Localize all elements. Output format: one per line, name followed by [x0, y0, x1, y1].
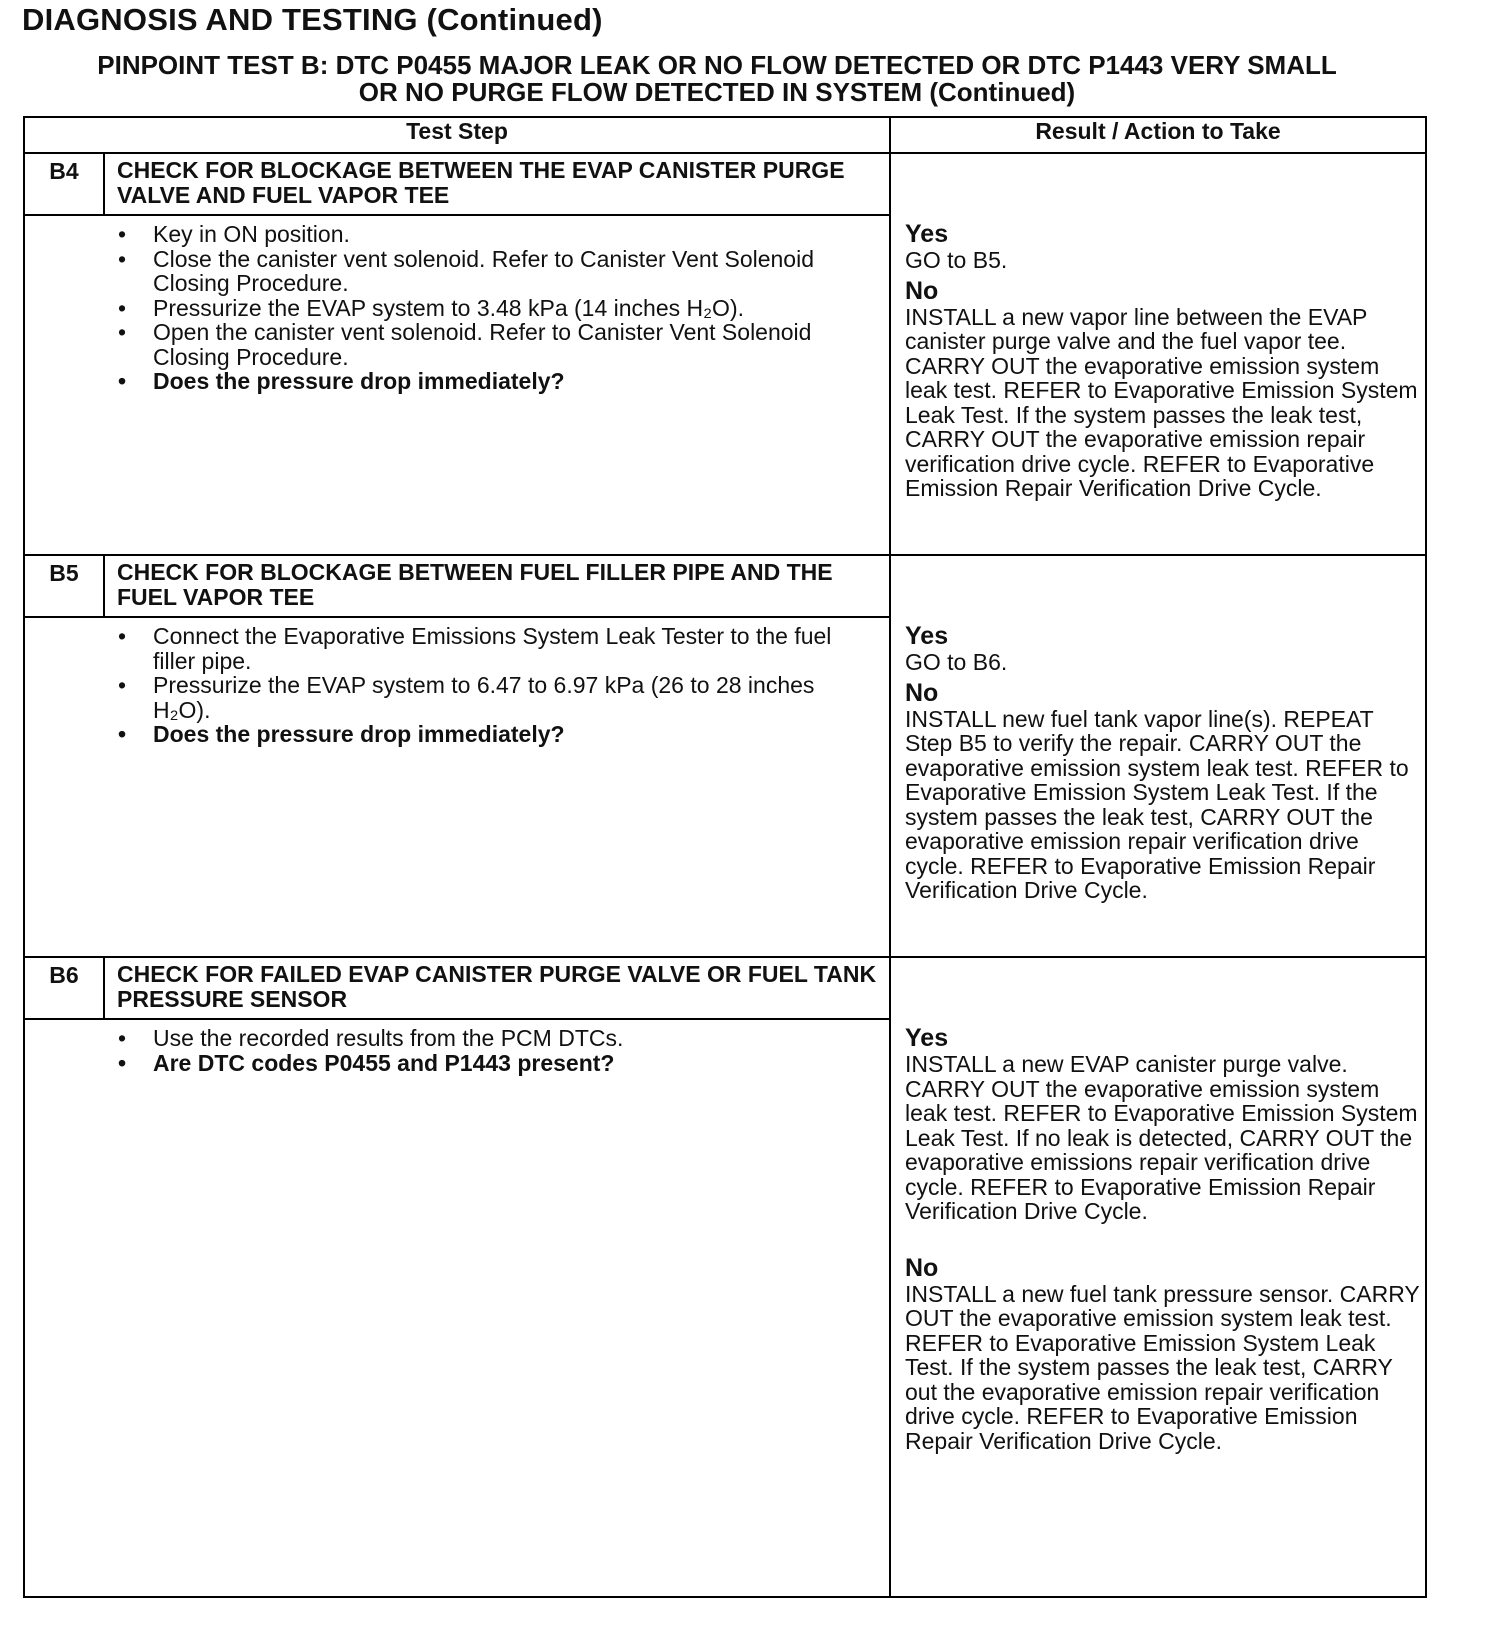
result-cell-b6 [890, 957, 1426, 1597]
result-no-label: No [905, 1253, 939, 1282]
step-cell-b5 [24, 555, 890, 957]
result-yes-text: GO to B5. [905, 247, 1008, 273]
result-yes-text: INSTALL a new EVAP canister purge valve. CARRY OUT the evaporative emission system leak test. REFER to Evaporative Emission System Leak Test. If no leak is detected, CARRY OUT the evaporative emissions repair verification drive cycle. REFER to Evaporative Emission Repair Verification Drive Cycle. [905, 1051, 1418, 1224]
bullet-item: • Use the recorded results from the PCM DTCs. [118, 1026, 869, 1051]
step-header [25, 556, 889, 618]
result-no-text: INSTALL a new vapor line between the EVAP canister purge valve and the fuel vapor tee. CARRY OUT the evaporative emission system leak test. REFER to Evaporative Emission System Leak Test. If the system passes the leak test, CARRY OUT the evaporative emission repair verification drive cycle. REFER to Evaporative Emission Repair Verification Drive Cycle. [905, 303, 1418, 501]
step-id: B5 [25, 556, 105, 616]
step-cell-b6 [24, 957, 890, 1597]
spacer [905, 1224, 1423, 1250]
step-title: CHECK FOR BLOCKAGE BETWEEN FUEL FILLER PIPE AND THE FUEL VAPOR TEE [117, 559, 833, 610]
result-no-text: INSTALL a new fuel tank pressure sensor. CARRY OUT the evaporative emission system leak test. REFER to Evaporative Emission System Leak Test. If the system passes the leak test, CARRY out the evaporative emission repair verification drive cycle. REFER to Evaporative Emission Repair Verification Drive Cycle. [905, 1280, 1420, 1454]
step-cell-b4 [24, 153, 890, 555]
bullet-question: • Are DTC codes P0455 and P1443 present? [118, 1051, 869, 1076]
result-no-label: No [905, 276, 939, 305]
table-header-row [24, 117, 1426, 153]
step-bullets [25, 624, 889, 747]
pinpoint-test-table [23, 116, 1427, 1598]
step-header [25, 154, 889, 216]
step-id: B4 [25, 154, 105, 214]
result-cell-b5 [890, 555, 1426, 957]
step-title: CHECK FOR BLOCKAGE BETWEEN THE EVAP CANISTER PURGE VALVE AND FUEL VAPOR TEE [117, 157, 845, 208]
pinpoint-test-title-line2: OR NO PURGE FLOW DETECTED IN SYSTEM (Continued) [358, 77, 1076, 107]
result-yes-text: GO to B6. [905, 649, 1008, 675]
result-no-label: No [905, 678, 939, 707]
page-title: DIAGNOSIS AND TESTING (Continued) [22, 2, 603, 37]
result-cell-b4 [890, 153, 1426, 555]
step-row-b5 [24, 555, 1426, 957]
bullet-item: • Pressurize the EVAP system to 6.47 to 6.97 kPa (26 to 28 inches H₂O). [118, 673, 869, 722]
pinpoint-test-title-line1: PINPOINT TEST B: DTC P0455 MAJOR LEAK OR NO FLOW DETECTED OR DTC P1443 VERY SMALL [97, 50, 1337, 80]
pinpoint-test-title [22, 52, 1412, 106]
step-title: CHECK FOR FAILED EVAP CANISTER PURGE VALVE OR FUEL TANK PRESSURE SENSOR [117, 961, 877, 1012]
bullet-question: • Does the pressure drop immediately? [118, 722, 869, 747]
bullet-question: • Does the pressure drop immediately? [118, 369, 869, 394]
step-id: B6 [25, 958, 105, 1018]
bullet-item: • Pressurize the EVAP system to 3.48 kPa (14 inches H₂O). [118, 296, 869, 321]
result-yes-label: Yes [905, 1024, 949, 1052]
bullet-item: • Connect the Evaporative Emissions System Leak Tester to the fuel filler pipe. [118, 624, 869, 673]
step-bullets [25, 1026, 889, 1075]
step-bullets [25, 222, 889, 394]
step-row-b6 [24, 957, 1426, 1597]
bullet-item: • Key in ON position. [118, 222, 869, 247]
result-yes-label: Yes [905, 622, 949, 650]
bullet-item: • Close the canister vent solenoid. Refer to Canister Vent Solenoid Closing Procedure. [118, 247, 869, 296]
bullet-item: • Open the canister vent solenoid. Refer to Canister Vent Solenoid Closing Procedure. [118, 320, 869, 369]
result-no-text: INSTALL new fuel tank vapor line(s). REPEAT Step B5 to verify the repair. CARRY OUT the evaporative emission system leak test. REFER to Evaporative Emission System Leak Test. If the system passes the leak test, CARRY OUT the evaporative emission repair verification drive cycle. REFER to Evaporative Emission Repair Verification Drive Cycle. [905, 705, 1409, 903]
step-row-b4 [24, 153, 1426, 555]
header-test-step: Test Step [24, 117, 890, 153]
step-header [25, 958, 889, 1020]
result-yes-label: Yes [905, 220, 949, 248]
header-result-action: Result / Action to Take [890, 117, 1426, 153]
